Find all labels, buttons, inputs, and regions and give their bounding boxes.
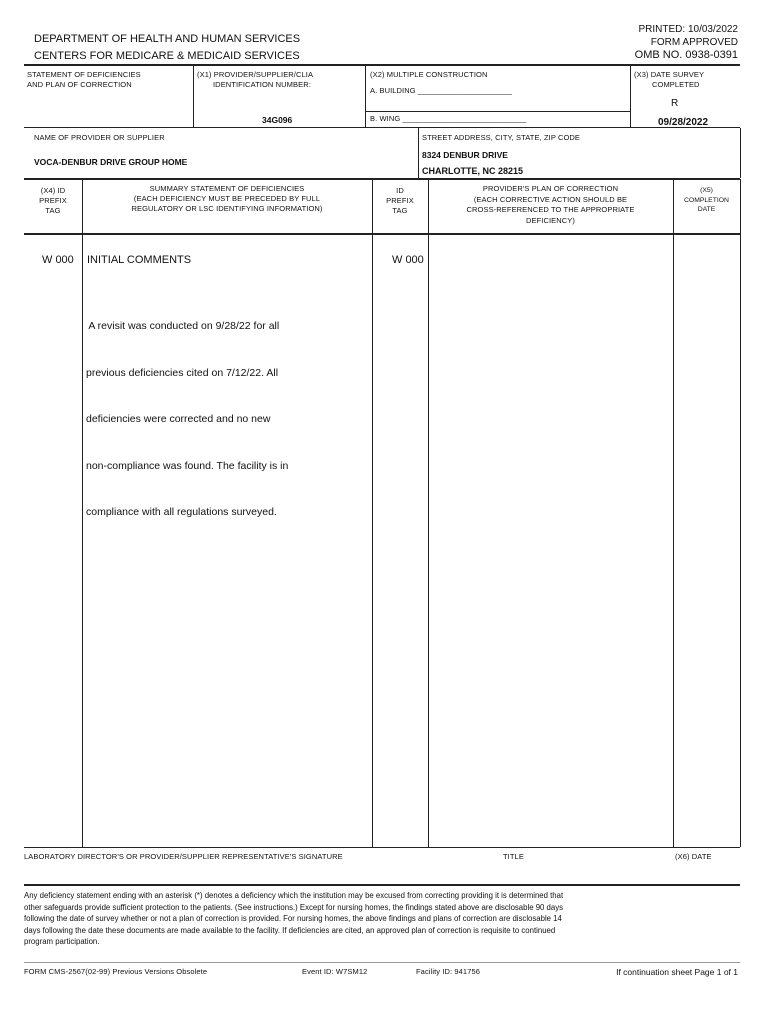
agency-title: CENTERS FOR MEDICARE & MEDICAID SERVICES xyxy=(34,50,300,62)
disclaimer-line: other safeguards provide sufficient protection to the patients. (See instructions.) Except for nursing homes, the findings stated above are disclosable 90 days xyxy=(24,902,564,912)
summary-header-line: REGULATORY OR LSC IDENTIFYING INFORMATION) xyxy=(131,204,323,213)
comment-text xyxy=(86,288,288,536)
x4-header xyxy=(24,186,82,216)
x2-building: A. BUILDING ______________________ xyxy=(370,86,512,95)
omb-number: OMB NO. 0938-0391 xyxy=(634,49,738,61)
disclaimer-line: program participation. xyxy=(24,937,100,947)
disclaimer-line: days following the date these documents are made available to the facility. If deficiencies are cited, an approved plan of correction is requisite to continued xyxy=(24,925,556,935)
x3-r: R xyxy=(671,98,679,109)
rule-x1-left xyxy=(193,65,194,127)
rule-address-left xyxy=(418,128,419,178)
rule-provider-right xyxy=(740,128,741,178)
provider-name: VOCA-DENBUR DRIVE GROUP HOME xyxy=(34,157,188,167)
x1-label-2: IDENTIFICATION NUMBER: xyxy=(213,80,311,89)
printed-date: PRINTED: 10/03/2022 xyxy=(638,24,738,35)
rule-col-4 xyxy=(673,179,674,847)
comment-line: non-compliance was found. The facility is in xyxy=(86,459,289,472)
summary-header xyxy=(82,184,372,214)
form-number: FORM CMS-2567(02-99) Previous Versions Obsolete xyxy=(24,967,208,976)
x2-label: (X2) MULTIPLE CONSTRUCTION xyxy=(370,70,488,79)
rule-x3-left xyxy=(630,65,631,127)
id-header-line: PREFIX xyxy=(386,196,414,205)
rule-header-bottom xyxy=(24,233,740,235)
id-header xyxy=(372,186,428,216)
x4-header-line: PREFIX xyxy=(39,196,67,205)
plan-header xyxy=(428,184,673,226)
x5-header xyxy=(673,186,740,215)
rule-col-2 xyxy=(372,179,373,847)
x4-header-line: TAG xyxy=(45,206,61,215)
event-id: Event ID: W7SM12 xyxy=(302,967,368,976)
comment-line: deficiencies were corrected and no new xyxy=(86,413,271,425)
disclaimer-line: following the date of survey whether or not a plan of correction is provided. For nursing homes, the above findings and plans of correction are disclosable 14 xyxy=(24,914,562,924)
right-tag: W 000 xyxy=(392,254,424,266)
disclaimer-line: Any deficiency statement ending with an asterisk (*) denotes a deficiency which the institution may be excused from correcting providing it is determined that xyxy=(24,891,564,900)
x5-header-line: (X5) xyxy=(700,187,713,194)
rule-body-bottom xyxy=(24,847,740,848)
summary-header-line: (EACH DEFICIENCY MUST BE PRECEDED BY FULL xyxy=(133,194,321,203)
comment-line: A revisit was conducted on 9/28/22 for all xyxy=(86,320,280,332)
x5-header-line: COMPLETION xyxy=(684,196,729,204)
address-line-2: CHARLOTTE, NC 28215 xyxy=(422,166,524,176)
rule-footer xyxy=(24,962,740,963)
x3-label-2: COMPLETED xyxy=(652,80,700,89)
summary-header-line: SUMMARY STATEMENT OF DEFICIENCIES xyxy=(149,184,305,193)
x3-label: (X3) DATE SURVEY xyxy=(634,70,705,79)
signature-label: LABORATORY DIRECTOR'S OR PROVIDER/SUPPLIER REPRESENTATIVE'S SIGNATURE xyxy=(24,852,343,861)
left-tag: W 000 xyxy=(42,254,74,266)
rule-col-right xyxy=(740,179,741,847)
x3-date: 09/28/2022 xyxy=(658,117,709,128)
department-title: DEPARTMENT OF HEALTH AND HUMAN SERVICES xyxy=(34,33,301,45)
rule-x2-left xyxy=(365,65,366,127)
rule-x2-mid xyxy=(365,111,630,112)
title-label: TITLE xyxy=(503,852,524,861)
plan-header-line: PROVIDER'S PLAN OF CORRECTION xyxy=(482,184,619,193)
disclaimer xyxy=(24,890,563,948)
provider-name-label: NAME OF PROVIDER OR SUPPLIER xyxy=(34,133,165,142)
form-approved: FORM APPROVED xyxy=(650,37,738,48)
x6-date-label: (X6) DATE xyxy=(675,852,712,861)
comment-line: compliance with all regulations surveyed. xyxy=(86,506,277,518)
rule-col-3 xyxy=(428,179,429,847)
x1-label: (X1) PROVIDER/SUPPLIER/CLIA xyxy=(197,70,314,79)
statement-label-2: AND PLAN OF CORRECTION xyxy=(27,80,132,89)
rule-col-1 xyxy=(82,179,83,847)
plan-header-line: (EACH CORRECTIVE ACTION SHOULD BE xyxy=(473,194,628,204)
id-header-line: ID xyxy=(396,186,404,195)
statement-label: STATEMENT OF DEFICIENCIES xyxy=(27,70,141,79)
plan-header-line: CROSS-REFERENCED TO THE APPROPRIATE xyxy=(466,205,635,214)
x2-wing: B. WING _____________________________ xyxy=(370,114,527,123)
x5-header-line: DATE xyxy=(697,206,716,213)
id-header-line: TAG xyxy=(392,206,408,215)
comment-line: previous deficiencies cited on 7/12/22. All xyxy=(86,366,279,379)
address-label: STREET ADDRESS, CITY, STATE, ZIP CODE xyxy=(422,133,581,142)
x4-header-line: (X4) ID xyxy=(40,186,66,195)
address-line-1: 8324 DENBUR DRIVE xyxy=(422,150,508,160)
facility-id: Facility ID: 941756 xyxy=(416,967,481,976)
rule-box1-bottom xyxy=(24,127,740,128)
rule-signature-bottom xyxy=(24,884,740,886)
initial-comments-heading: INITIAL COMMENTS xyxy=(87,254,192,266)
plan-header-line: DEFICIENCY) xyxy=(525,215,576,225)
page-number: If continuation sheet Page 1 of 1 xyxy=(616,967,738,977)
x1-value: 34G096 xyxy=(262,115,293,125)
rule-provider-bottom xyxy=(24,178,740,180)
rule-top xyxy=(24,64,740,66)
